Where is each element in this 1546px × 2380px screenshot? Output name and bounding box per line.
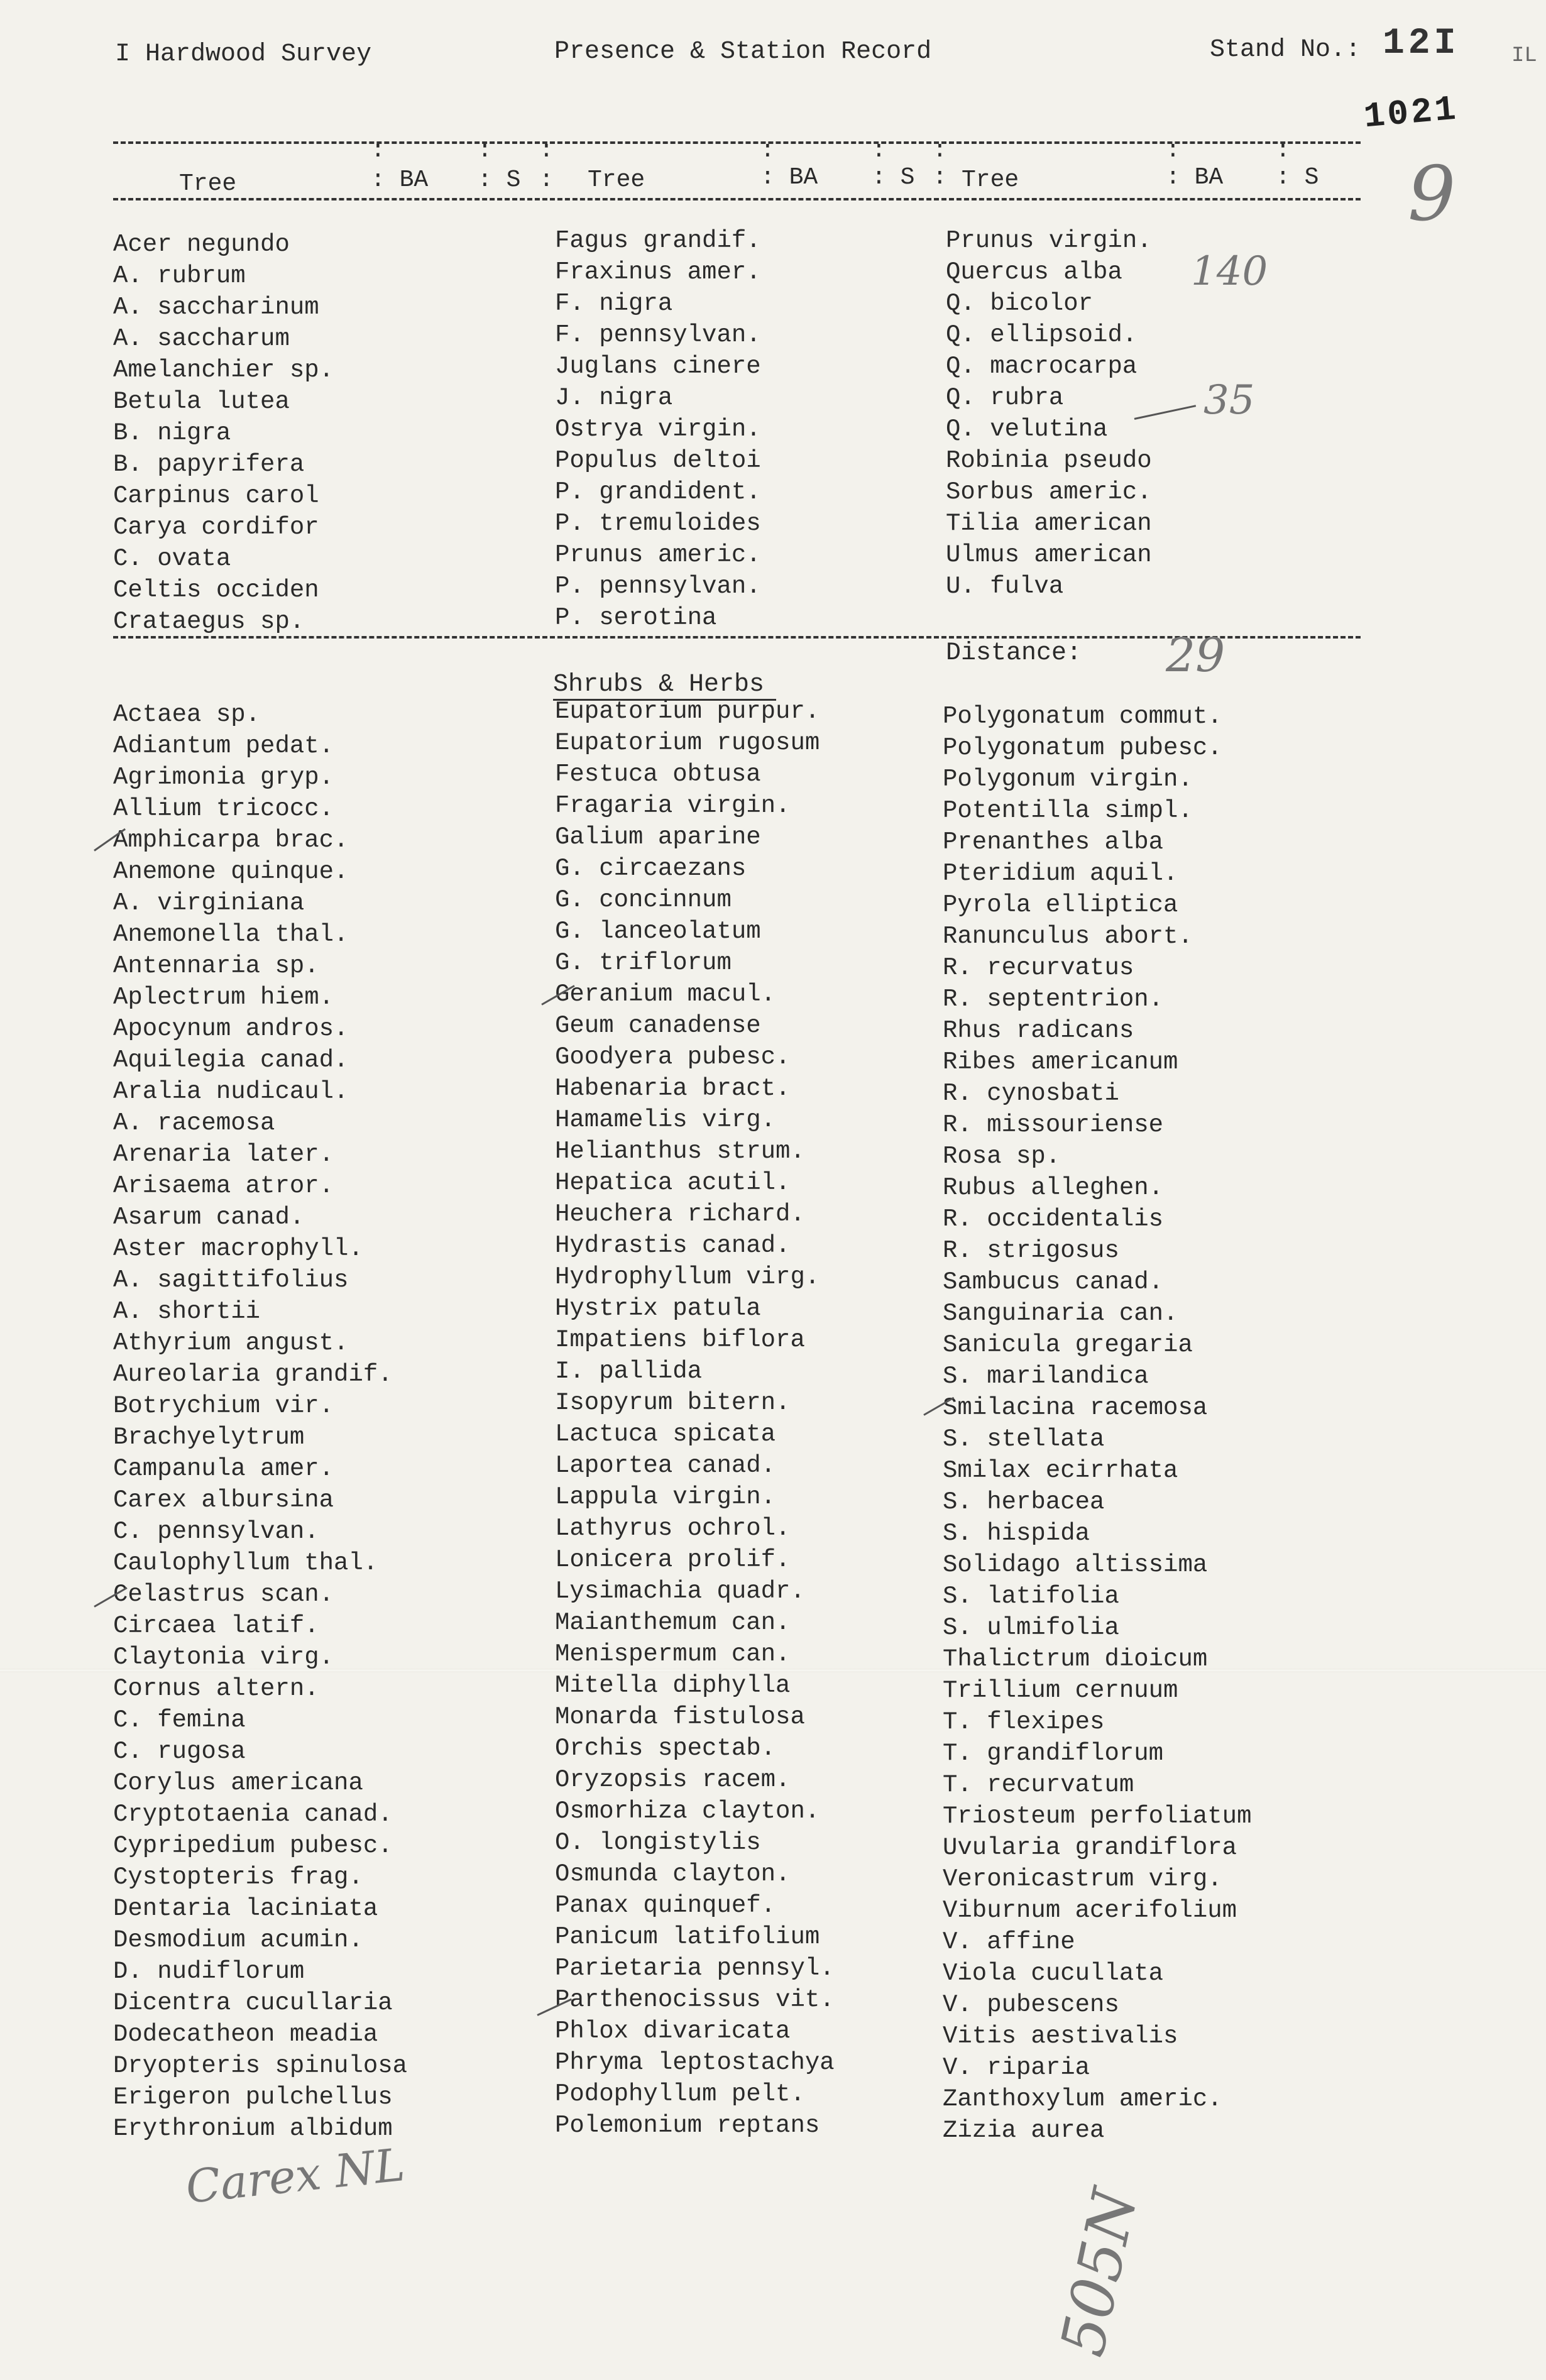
herb-species-item: Corylus americana <box>113 1769 363 1797</box>
herb-species-item: Circaea latif. <box>113 1612 319 1640</box>
herb-species-item: Brachyelytrum <box>113 1423 305 1451</box>
herb-species-item: Orchis spectab. <box>555 1735 776 1762</box>
herb-species-item: Prenanthes alba <box>943 828 1164 856</box>
herb-species-item: C. rugosa <box>113 1738 246 1765</box>
herb-species-item: Zizia aurea <box>943 2117 1105 2144</box>
tree-species-item: A. saccharinum <box>113 293 319 321</box>
herb-species-item: Allium tricocc. <box>113 795 334 823</box>
tree-species-item: Crataegus sp. <box>113 608 305 635</box>
herb-species-item: Lysimachia quadr. <box>555 1577 805 1605</box>
herb-species-item: Cystopteris frag. <box>113 1863 363 1891</box>
tree-species-item: Robinia pseudo <box>946 447 1152 474</box>
tree-species-item: Fagus grandif. <box>555 227 761 255</box>
herb-species-item: C. pennsylvan. <box>113 1518 319 1545</box>
herb-species-item: G. lanceolatum <box>555 918 761 945</box>
stand-number: 12I <box>1383 23 1460 64</box>
herb-species-item: Agrimonia gryp. <box>113 764 334 791</box>
tree-species-item: Tilia american <box>946 510 1152 537</box>
tree-species-item: F. nigra <box>555 290 673 317</box>
herb-species-item: Lathyrus ochrol. <box>555 1515 791 1542</box>
herb-species-item: Polygonatum commut. <box>943 703 1222 730</box>
herb-species-item: Osmorhiza clayton. <box>555 1797 820 1825</box>
herb-species-item: Aquilegia canad. <box>113 1046 349 1074</box>
herb-species-item: Erigeron pulchellus <box>113 2083 393 2111</box>
herb-species-item: Dentaria laciniata <box>113 1895 378 1922</box>
ba-header-col1: : BA <box>371 167 429 194</box>
tree-species-item: C. ovata <box>113 545 231 573</box>
herb-species-item: Helianthus strum. <box>555 1138 805 1165</box>
herb-species-item: Impatiens biflora <box>555 1326 805 1354</box>
herb-species-item: Actaea sp. <box>113 701 261 728</box>
handwritten-nine: 9 <box>1408 151 1456 238</box>
carex-note: Carex NL <box>183 2137 407 2214</box>
tree-species-item: Betula lutea <box>113 388 290 415</box>
herb-species-item: S. latifolia <box>943 1582 1119 1610</box>
herb-species-item: Zanthoxylum americ. <box>943 2085 1222 2113</box>
herb-species-item: T. flexipes <box>943 1708 1105 1736</box>
herb-species-item: Geranium macul. <box>555 980 776 1008</box>
herb-species-item: Fragaria virgin. <box>555 792 791 820</box>
herb-species-item: Solidago altissima <box>943 1551 1208 1579</box>
s-header-col2: : S <box>872 164 915 191</box>
herb-species-item: Smilax ecirrhata <box>943 1457 1178 1484</box>
distance-value: 29 <box>1166 628 1225 683</box>
herb-species-item: Rosa sp. <box>943 1143 1061 1170</box>
herb-species-item: I. pallida <box>555 1357 703 1385</box>
herb-species-item: Rhus radicans <box>943 1017 1134 1045</box>
herb-species-item: Botrychium vir. <box>113 1392 334 1420</box>
herb-species-item: Athyrium angust. <box>113 1329 349 1357</box>
tree-species-item: P. serotina <box>555 604 717 632</box>
q-velutina-value: 35 <box>1203 377 1255 424</box>
herb-species-item: A. shortii <box>113 1298 261 1325</box>
herb-species-item: Aureolaria grandif. <box>113 1361 393 1388</box>
herb-species-item: Festuca obtusa <box>555 760 761 788</box>
tree-species-item: Acer negundo <box>113 231 290 258</box>
herb-species-item: S. stellata <box>943 1425 1105 1453</box>
stand-label: Stand No.: <box>1210 36 1361 64</box>
ba-header-col2: : BA <box>760 164 818 191</box>
tree-species-item: U. fulva <box>946 573 1064 600</box>
herb-species-item: D. nudiflorum <box>113 1958 305 1985</box>
herb-species-item: Sambucus canad. <box>943 1268 1164 1296</box>
herb-species-item: Dicentra cucullaria <box>113 1989 393 2017</box>
herb-species-item: Hystrix patula <box>555 1295 761 1322</box>
tree-species-item: Sorbus americ. <box>946 478 1152 506</box>
herb-species-item: Asarum canad. <box>113 1204 305 1231</box>
herb-species-item: Apocynum andros. <box>113 1015 349 1043</box>
herb-species-item: R. missouriense <box>943 1111 1164 1139</box>
herb-species-item: A. virginiana <box>113 889 305 917</box>
herb-species-item: Ribes americanum <box>943 1048 1178 1076</box>
herb-species-item: Viburnum acerifolium <box>943 1897 1237 1924</box>
tree-species-item: Ulmus american <box>946 541 1152 569</box>
survey-title: I Hardwood Survey <box>115 40 372 69</box>
herb-species-item: Celastrus scan. <box>113 1581 334 1608</box>
quercus-alba-value: 140 <box>1191 248 1268 295</box>
tree-species-item: Juglans cinere <box>555 353 761 380</box>
herb-species-item: G. triflorum <box>555 949 732 977</box>
colon-mark: : <box>1166 137 1180 164</box>
herb-species-item: Heuchera richard. <box>555 1200 805 1228</box>
herb-species-item: S. ulmifolia <box>943 1614 1119 1642</box>
herb-species-item: R. recurvatus <box>943 954 1134 982</box>
herb-species-item: Phlox divaricata <box>555 2017 791 2045</box>
tree-species-item: Fraxinus amer. <box>555 258 761 286</box>
herb-species-item: Rubus alleghen. <box>943 1174 1164 1202</box>
tree-species-item: J. nigra <box>555 384 673 412</box>
s-header-col1: : S <box>478 167 521 194</box>
herb-species-item: Oryzopsis racem. <box>555 1766 791 1794</box>
herb-species-item: Isopyrum bitern. <box>555 1389 791 1417</box>
herb-species-item: Aplectrum hiem. <box>113 984 334 1011</box>
tree-species-item: Celtis occiden <box>113 576 319 604</box>
herb-species-item: Parietaria pennsyl. <box>555 1955 835 1982</box>
herb-species-item: Veronicastrum virg. <box>943 1865 1222 1893</box>
herb-species-item: Pyrola elliptica <box>943 891 1178 919</box>
herb-species-item: Panicum latifolium <box>555 1923 820 1951</box>
herb-species-item: Thalictrum dioicum <box>943 1645 1208 1673</box>
herb-species-item: Mitella diphylla <box>555 1672 791 1699</box>
tree-species-item: Quercus alba <box>946 258 1122 286</box>
herb-species-item: Campanula amer. <box>113 1455 334 1483</box>
herb-species-item: Cryptotaenia canad. <box>113 1801 393 1828</box>
tree-species-item: A. rubrum <box>113 262 246 290</box>
sep-col2: : <box>933 164 947 191</box>
herb-species-item: R. strigosus <box>943 1237 1119 1264</box>
herb-species-item: T. grandiflorum <box>943 1740 1164 1767</box>
colon-mark: : <box>539 137 554 164</box>
herb-species-item: Cornus altern. <box>113 1675 319 1703</box>
herb-species-item: Amphicarpa brac. <box>113 826 349 854</box>
herb-species-item: Triosteum perfoliatum <box>943 1802 1252 1830</box>
herb-list-col1 <box>113 699 407 2144</box>
tree-species-item: Ostrya virgin. <box>555 415 761 443</box>
herb-species-item: Adiantum pedat. <box>113 732 334 760</box>
herb-species-item: S. hispida <box>943 1520 1090 1547</box>
herb-species-item: Polygonum virgin. <box>943 765 1193 793</box>
herb-species-item: Caulophyllum thal. <box>113 1549 378 1577</box>
herb-species-item: Vitis aestivalis <box>943 2022 1178 2050</box>
herb-species-item: A. racemosa <box>113 1109 275 1137</box>
herb-species-item: V. affine <box>943 1928 1075 1956</box>
tree-species-item: Q. ellipsoid. <box>946 321 1138 349</box>
tree-species-item: Q. rubra <box>946 384 1064 412</box>
herb-species-item: S. herbacea <box>943 1488 1105 1516</box>
herb-species-item: G. circaezans <box>555 855 747 882</box>
herb-species-item: Lactuca spicata <box>555 1420 776 1448</box>
ba-header-col3: : BA <box>1166 164 1224 191</box>
herb-species-item: Goodyera pubesc. <box>555 1043 791 1071</box>
herb-species-item: C. femina <box>113 1706 246 1734</box>
herb-species-item: V. pubescens <box>943 1991 1119 2019</box>
herb-species-item: R. cynosbati <box>943 1080 1119 1107</box>
colon-mark: : <box>760 137 775 164</box>
herb-species-item: Potentilla simpl. <box>943 797 1193 825</box>
herb-species-item: Monarda fistulosa <box>555 1703 805 1731</box>
herb-species-item: Dodecatheon meadia <box>113 2021 378 2048</box>
record-title: Presence & Station Record <box>554 38 932 66</box>
herb-species-item: Hepatica acutil. <box>555 1169 791 1197</box>
herb-species-item: Maianthemum can. <box>555 1609 791 1637</box>
herb-species-item: Podophyllum pelt. <box>555 2080 805 2108</box>
tree-species-item: Q. macrocarpa <box>946 353 1138 380</box>
herb-species-item: Arisaema atror. <box>113 1172 334 1200</box>
tree-species-item: Q. bicolor <box>946 290 1094 317</box>
colon-mark: : <box>872 137 886 164</box>
herb-species-item: Geum canadense <box>555 1012 761 1039</box>
distance-label: Distance: <box>946 639 1082 667</box>
herb-species-item: A. sagittifolius <box>113 1266 349 1294</box>
tree-header-col2: Tree <box>588 167 645 194</box>
herb-species-item: Eupatorium purpur. <box>555 698 820 725</box>
tree-species-item: P. grandident. <box>555 478 761 506</box>
herb-species-item: Viola cucullata <box>943 1960 1164 1987</box>
herb-species-item: R. septentrion. <box>943 985 1164 1013</box>
herb-species-item: R. occidentalis <box>943 1205 1164 1233</box>
tree-list-col1 <box>113 229 334 637</box>
bottom-note: 505N <box>1047 2183 1151 2362</box>
herb-species-item: Aster macrophyll. <box>113 1235 363 1263</box>
herb-species-item: Erythronium albidum <box>113 2115 393 2142</box>
colon-mark: : <box>478 137 492 164</box>
tree-species-item: P. pennsylvan. <box>555 573 761 600</box>
herb-species-item: Anemone quinque. <box>113 858 349 886</box>
herb-species-item: Pteridium aquil. <box>943 860 1178 887</box>
herb-species-item: G. concinnum <box>555 886 732 914</box>
sep-col1: : <box>539 167 554 194</box>
herb-species-item: Polemonium reptans <box>555 2112 820 2139</box>
herb-species-item: Hydrophyllum virg. <box>555 1263 820 1291</box>
herb-species-item: Osmunda clayton. <box>555 1860 791 1888</box>
herb-species-item: Cypripedium pubesc. <box>113 1832 393 1860</box>
herb-species-item: Menispermum can. <box>555 1640 791 1668</box>
tree-header-col1: Tree <box>179 170 237 197</box>
herb-species-item: Phryma leptostachya <box>555 2049 835 2076</box>
herb-species-item: Panax quinquef. <box>555 1892 776 1919</box>
header-rule-bottom <box>113 198 1361 200</box>
tree-list-col2 <box>555 225 761 633</box>
herb-species-item: Dryopteris spinulosa <box>113 2052 408 2080</box>
s-header-col3: : S <box>1276 164 1319 191</box>
herb-species-item: Hamamelis virg. <box>555 1106 776 1134</box>
tree-species-item: Carpinus carol <box>113 482 319 510</box>
herb-species-item: Arenaria later. <box>113 1141 334 1168</box>
stand-stamp: 1021 <box>1362 89 1460 138</box>
herb-species-item: Hydrastis canad. <box>555 1232 791 1259</box>
herb-species-item: Smilacina racemosa <box>943 1394 1208 1422</box>
tree-species-item: Prunus virgin. <box>946 227 1152 255</box>
tree-species-item: Q. velutina <box>946 415 1108 443</box>
tree-list-col3 <box>946 225 1152 602</box>
herb-species-item: O. longistylis <box>555 1829 761 1856</box>
tree-species-item: Prunus americ. <box>555 541 761 569</box>
herb-species-item: Eupatorium rugosum <box>555 729 820 757</box>
herb-species-item: Desmodium acumin. <box>113 1926 363 1954</box>
tree-species-item: Amelanchier sp. <box>113 356 334 384</box>
herb-species-item: V. riparia <box>943 2054 1090 2081</box>
herb-species-item: Lappula virgin. <box>555 1483 776 1511</box>
colon-mark: : <box>1276 137 1290 164</box>
herb-species-item: Sanicula gregaria <box>943 1331 1193 1359</box>
tree-species-item: Populus deltoi <box>555 447 761 474</box>
tree-species-item: P. tremuloides <box>555 510 761 537</box>
herb-list-col2 <box>555 696 835 2141</box>
herb-species-item: Habenaria bract. <box>555 1075 791 1102</box>
stand-suffix: IL <box>1511 44 1537 68</box>
herb-species-item: Polygonatum pubesc. <box>943 734 1222 762</box>
herb-species-item: Ranunculus abort. <box>943 923 1193 950</box>
herb-species-item: Antennaria sp. <box>113 952 319 980</box>
tree-header-col3: Tree <box>962 167 1019 194</box>
herb-species-item: Laportea canad. <box>555 1452 776 1479</box>
shrubs-heading: Shrubs & Herbs <box>553 671 765 699</box>
herb-species-item: Claytonia virg. <box>113 1643 334 1671</box>
tree-species-item: F. pennsylvan. <box>555 321 761 349</box>
herb-species-item: T. recurvatum <box>943 1771 1134 1799</box>
herb-species-item: S. marilandica <box>943 1363 1149 1390</box>
tree-species-item: B. papyrifera <box>113 451 305 478</box>
colon-mark: : <box>371 137 385 164</box>
colon-mark: : <box>933 137 947 164</box>
tree-species-item: A. saccharum <box>113 325 290 353</box>
herb-species-item: Carex albursina <box>113 1486 334 1514</box>
herb-species-item: Galium aparine <box>555 823 761 851</box>
tree-species-item: B. nigra <box>113 419 231 447</box>
herb-list-col3 <box>943 701 1251 2146</box>
herb-species-item: Sanguinaria can. <box>943 1300 1178 1327</box>
tree-species-item: Carya cordifor <box>113 513 319 541</box>
herb-species-item: Parthenocissus vit. <box>555 1986 835 2014</box>
herb-species-item: Lonicera prolif. <box>555 1546 791 1574</box>
herb-species-item: Aralia nudicaul. <box>113 1078 349 1105</box>
herb-species-item: Trillium cernuum <box>943 1677 1178 1704</box>
herb-species-item: Anemonella thal. <box>113 921 349 948</box>
herb-species-item: Uvularia grandiflora <box>943 1834 1237 1862</box>
